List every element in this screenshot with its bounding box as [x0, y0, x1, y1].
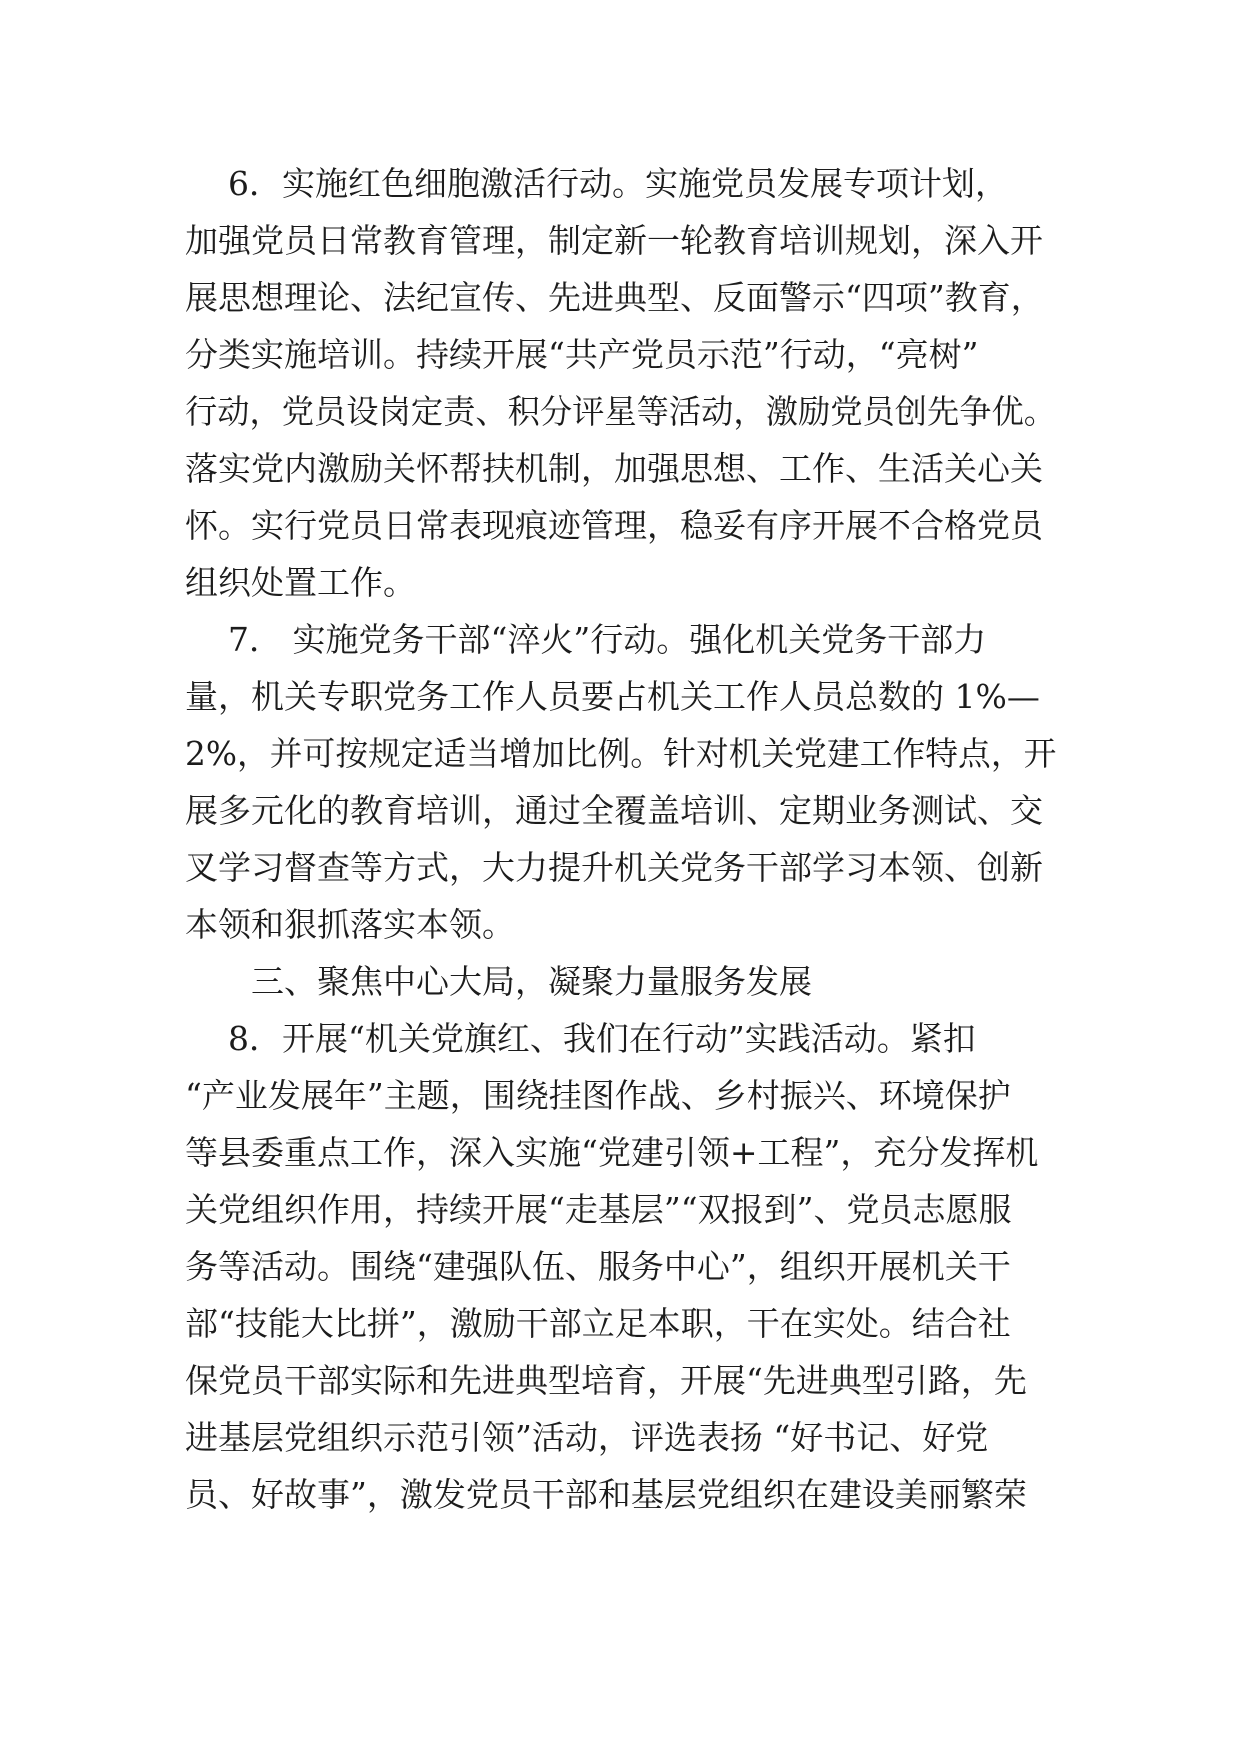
- text-line: 展思想理论、法纪宣传、先进典型、反面警示“四项”教育，: [185, 278, 1044, 317]
- text-line: 员、好故事”，激发党员干部和基层党组织在建设美丽繁荣: [185, 1475, 1027, 1514]
- text-line: “产业发展年”主题，围绕挂图作战、乡村振兴、环境保护: [185, 1076, 1011, 1115]
- text-line: 分类实施培训。持续开展“共产党员示范”行动，“亮树”: [185, 335, 979, 374]
- text-line: 加强党员日常教育管理，制定新一轮教育培训规划，深入开: [185, 221, 1043, 260]
- text-line: 保党员干部实际和先进典型培育，开展“先进典型引路，先: [185, 1361, 1027, 1400]
- text-line: 量，机关专职党务工作人员要占机关工作人员总数的 1%—: [185, 677, 1040, 716]
- text-line: 等县委重点工作，深入实施“党建引领+工程”，充分发挥机: [185, 1133, 1039, 1172]
- text-line: 关党组织作用，持续开展“走基层”“双报到”、党员志愿服: [185, 1190, 1012, 1229]
- text-line: 本领和狠抓落实本领。: [185, 905, 515, 944]
- text-line: 行动，党员设岗定责、积分评星等活动，激励党员创先争优。: [185, 392, 1057, 431]
- text-line: 怀。实行党员日常表现痕迹管理，稳妥有序开展不合格党员: [185, 506, 1043, 545]
- text-line: 进基层党组织示范引领”活动，评选表扬 “好书记、好党: [185, 1418, 989, 1457]
- text-line: 2%，并可按规定适当增加比例。针对机关党建工作特点，开: [185, 734, 1057, 773]
- text-line: 务等活动。围绕“建强队伍、服务中心”，组织开展机关干: [185, 1247, 1011, 1286]
- text-line: 8．开展“机关党旗红、我们在行动”实践活动。紧扣: [228, 1019, 976, 1058]
- text-line: 6．实施红色细胞激活行动。实施党员发展专项计划，: [228, 164, 1008, 203]
- text-line: 部“技能大比拼”，激励干部立足本职，干在实处。结合社: [185, 1304, 1011, 1343]
- text-line: 展多元化的教育培训，通过全覆盖培训、定期业务测试、交: [185, 791, 1043, 830]
- text-line: 组织处置工作。: [185, 563, 416, 602]
- text-line: 落实党内激励关怀帮扶机制，加强思想、工作、生活关心关: [185, 449, 1043, 488]
- section-heading: 三、聚焦中心大局，凝聚力量服务发展: [251, 962, 812, 1001]
- text-line: 叉学习督查等方式，大力提升机关党务干部学习本领、创新: [185, 848, 1043, 887]
- text-line: 7． 实施党务干部“淬火”行动。强化机关党务干部力: [228, 620, 987, 659]
